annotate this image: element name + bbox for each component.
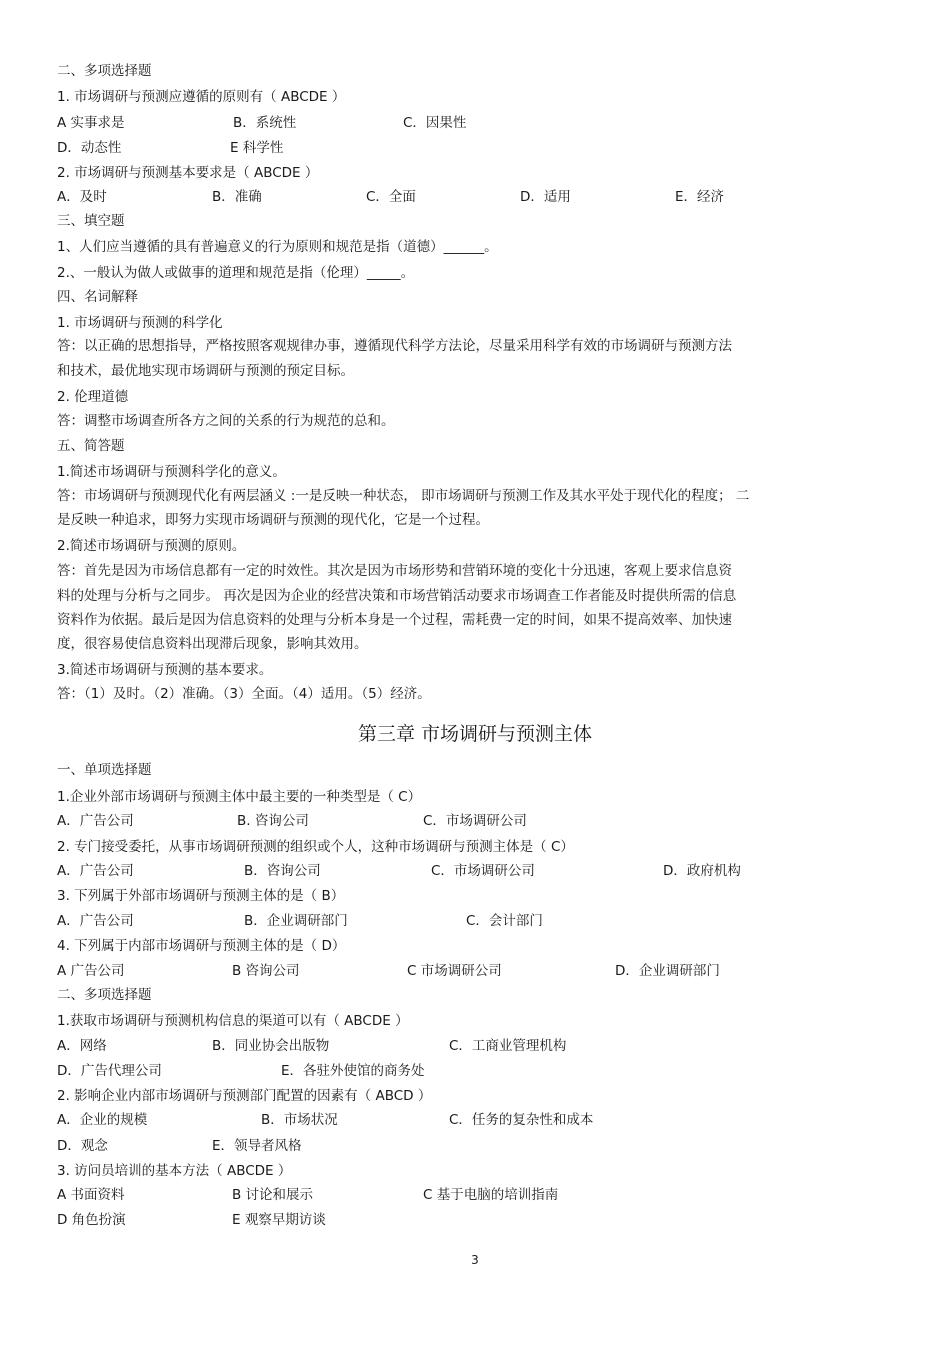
option-item: D．适用 <box>520 189 571 205</box>
text-line: 3.简述市场调研与预测的基本要求。 <box>57 662 273 678</box>
page-number: 3 <box>471 1253 479 1267</box>
option-item: D 角色扮演 <box>57 1212 126 1228</box>
option-item: A 广告公司 <box>57 963 125 979</box>
option-item: C．市场调研公司 <box>431 863 535 879</box>
text-line: 二、多项选择题 <box>57 987 152 1003</box>
option-item: B 讨论和展示 <box>232 1187 314 1203</box>
text-line: 2.、一般认为做人或做事的道理和规范是指（伦理）_____。 <box>57 265 415 281</box>
option-item: C．会计部门 <box>466 913 543 929</box>
option-item: B．企业调研部门 <box>244 913 348 929</box>
text-line: 答：以正确的思想指导，严格按照客观规律办事，遵循现代科学方法论，尽量采用科学有效的市场调研与预测方法 <box>57 338 732 354</box>
text-line: 2.简述市场调研与预测的原则。 <box>57 538 246 554</box>
text-line: 4. 下列属于内部市场调研与预测主体的是（ D） <box>57 938 346 954</box>
text-line: 答：（1）及时。（2）准确。（3）全面。（4）适用。（5）经济。 <box>57 686 431 702</box>
text-line: 四、名词解释 <box>57 289 138 305</box>
text-line: 1.简述市场调研与预测科学化的意义。 <box>57 464 286 480</box>
text-line: 三、填空题 <box>57 213 125 229</box>
text-line: 3. 访问员培训的基本方法（ ABCDE ） <box>57 1163 292 1179</box>
text-line: 二、多项选择题 <box>57 63 152 79</box>
option-item: B．市场状况 <box>261 1112 338 1128</box>
text-line: 3. 下列属于外部市场调研与预测主体的是（ B） <box>57 888 345 904</box>
option-item: D．政府机构 <box>663 863 741 879</box>
text-line: 答：首先是因为市场信息都有一定的时效性。其次是因为市场形势和营销环境的变化十分迅速，客观上要求信息资 <box>57 563 732 579</box>
text-line: 是反映一种追求，即努力实现市场调研与预测的现代化，它是一个过程。 <box>57 512 489 528</box>
option-item: E．经济 <box>675 189 725 205</box>
option-item: A 书面资料 <box>57 1187 125 1203</box>
option-item: E 科学性 <box>230 140 284 156</box>
option-item: C．全面 <box>366 189 416 205</box>
text-line: 1. 市场调研与预测的科学化 <box>57 315 223 331</box>
text-line: 答：调整市场调查所各方之间的关系的行为规范的总和。 <box>57 413 395 429</box>
option-item: D．观念 <box>57 1138 108 1154</box>
text-line: 1.企业外部市场调研与预测主体中最主要的一种类型是（ C） <box>57 789 422 805</box>
option-item: A．广告公司 <box>57 813 134 829</box>
text-line: 和技术，最优地实现市场调研与预测的预定目标。 <box>57 363 354 379</box>
option-item: A．企业的规模 <box>57 1112 148 1128</box>
option-item: C．任务的复杂性和成本 <box>449 1112 594 1128</box>
text-line: 度，很容易使信息资料出现滞后现象，影响其效用。 <box>57 636 368 652</box>
option-item: B 咨询公司 <box>232 963 300 979</box>
option-item: B．咨询公司 <box>244 863 321 879</box>
option-item: E 观察早期访谈 <box>232 1212 326 1228</box>
option-item: C．因果性 <box>403 115 467 131</box>
option-item: A．网络 <box>57 1038 107 1054</box>
text-line: 五、简答题 <box>57 438 125 454</box>
text-line: 1.获取市场调研与预测机构信息的渠道可以有（ ABCDE ） <box>57 1013 409 1029</box>
text-line: 1、人们应当遵循的具有普遍意义的行为原则和规范是指（道德）______。 <box>57 239 498 255</box>
option-item: E．各驻外使馆的商务处 <box>281 1063 425 1079</box>
text-line: 2. 伦理道德 <box>57 389 129 405</box>
option-item: D．企业调研部门 <box>615 963 720 979</box>
option-item: D．动态性 <box>57 140 122 156</box>
option-item: B．准确 <box>212 189 262 205</box>
option-item: C 市场调研公司 <box>407 963 502 979</box>
text-line: 答：市场调研与预测现代化有两层涵义 :一是反映一种状态， 即市场调研与预测工作及其水平处于现代化的程度； 二 <box>57 488 750 504</box>
option-item: B．同业协会出版物 <box>212 1038 330 1054</box>
option-item: D．广告代理公司 <box>57 1063 162 1079</box>
chapter-title: 第三章 市场调研与预测主体 <box>357 723 593 745</box>
text-line: 2. 市场调研与预测基本要求是（ ABCDE ） <box>57 165 319 181</box>
option-item: B. 咨询公司 <box>237 813 309 829</box>
option-item: A．广告公司 <box>57 863 134 879</box>
text-line: 2. 专门接受委托，从事市场调研预测的组织或个人，这种市场调研与预测主体是（ C） <box>57 839 574 855</box>
option-item: C．工商业管理机构 <box>449 1038 567 1054</box>
option-item: C．市场调研公司 <box>423 813 527 829</box>
option-item: A．广告公司 <box>57 913 134 929</box>
text-line: 2. 影响企业内部市场调研与预测部门配置的因素有（ ABCD ） <box>57 1088 432 1104</box>
text-line: 料的处理与分析与之同步。 再次是因为企业的经营决策和市场营销活动要求市场调查工作者能及时提供所需的信息 <box>57 588 737 604</box>
text-line: 一、单项选择题 <box>57 762 152 778</box>
option-item: A．及时 <box>57 189 107 205</box>
option-item: B．系统性 <box>233 115 297 131</box>
text-line: 1. 市场调研与预测应遵循的原则有（ ABCDE ） <box>57 89 346 105</box>
option-item: A 实事求是 <box>57 115 125 131</box>
option-item: C 基于电脑的培训指南 <box>423 1187 559 1203</box>
option-item: E．领导者风格 <box>212 1138 302 1154</box>
text-line: 资料作为依据。最后是因为信息资料的处理与分析本身是一个过程，需耗费一定的时间，如果不提高效率、加快速 <box>57 612 732 628</box>
